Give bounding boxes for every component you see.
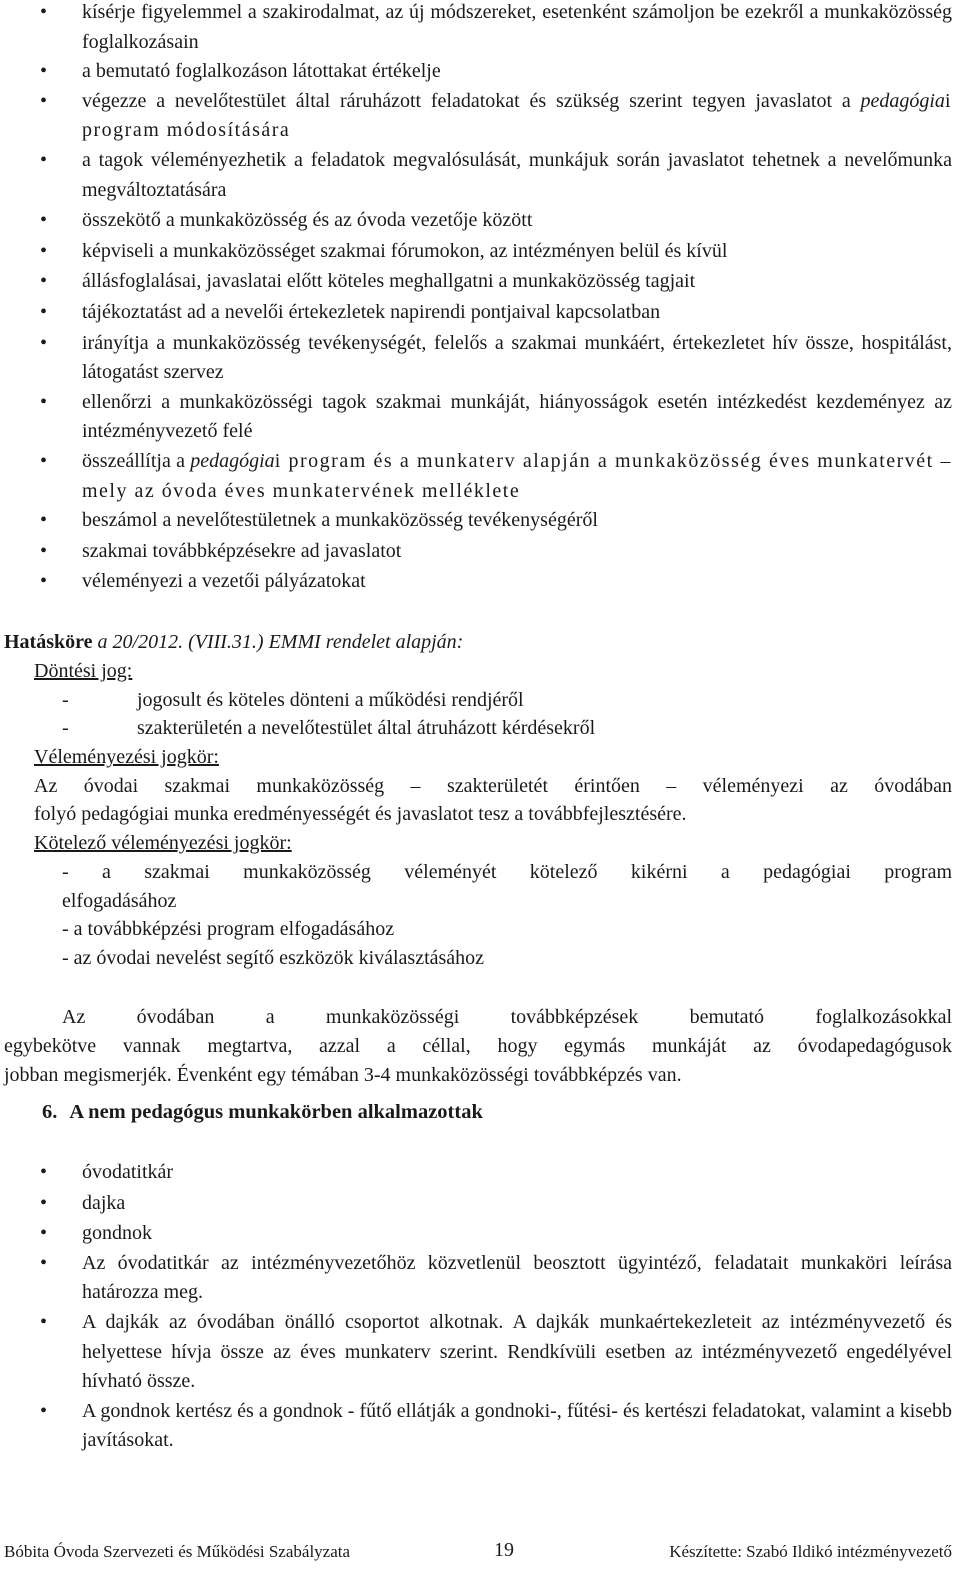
- footer-left: Bóbita Óvoda Szervezeti és Működési Szabályzata: [4, 1542, 351, 1561]
- page-number: 19: [494, 1539, 514, 1561]
- list-item: • összeállítja a pedagógiai program és a munkaterv alapján a munkaközösség éves munkatervét – mely az óvoda éves munkatervének melléklete: [0, 447, 960, 506]
- mandatory-opinion-item: - a továbbképzési program elfogadásához: [62, 918, 395, 940]
- list-item: • Az óvodatitkár az intézményvezetőhöz közvetlenül beosztott ügyintéző, feladatait munkaköri leírása határozza meg.: [0, 1249, 960, 1308]
- list-item: • irányítja a munkaközösség tevékenységét, felelős a szakmai munkáért, értekezletet hív össze, hospitálást, látogatást szervez: [0, 329, 960, 388]
- list-item: • beszámol a nevelőtestületnek a munkaközösség tevékenységéről: [0, 506, 960, 536]
- opinion-right-title: Véleményezési jogkör:: [34, 746, 219, 768]
- list-item: • a bemutató foglalkozáson látottakat értékelje: [0, 57, 960, 87]
- paragraph-line: egybekötve vannak megtartva, azzal a céllal, hogy egymás munkáját az óvodapedagógusok: [4, 1035, 952, 1057]
- list-item: • A dajkák az óvodában önálló csoportot alkotnak. A dajkák munkaértekezleteit az intézményvezető és helyettese hívja össze az éves munkaterv szerint. Rendkívüli esetben az intézményvezető engedélyével hívható össze.: [0, 1308, 960, 1397]
- mandatory-opinion-item: - az óvodai nevelést segítő eszközök kiválasztásához: [62, 947, 485, 969]
- list-item: • állásfoglalásai, javaslatai előtt köteles meghallgatni a munkaközösség tagjait: [0, 267, 960, 297]
- list-item: • dajka: [0, 1189, 960, 1219]
- list-item: • a tagok véleményezhetik a feladatok megvalósulását, munkájuk során javaslatot tehetnek a nevelőmunka megváltoztatására: [0, 146, 960, 205]
- list-item: • ellenőrzi a munkaközösségi tagok szakmai munkáját, hiányosságok esetén intézkedést kezdeményez az intézményvezető felé: [0, 388, 960, 447]
- decision-item: - jogosult és köteles dönteni a működési rendjéről: [62, 689, 524, 711]
- list-item: • összekötő a munkaközösség és az óvoda vezetője között: [0, 206, 960, 236]
- staff-list: [0, 1158, 960, 1456]
- mandatory-opinion-title: Kötelező véleményezési jogkör:: [34, 832, 292, 854]
- section-heading: 6. A nem pedagógus munkakörben alkalmazottak: [42, 1101, 483, 1123]
- list-item: • képviseli a munkaközösséget szakmai fórumokon, az intézményen belül és kívül: [0, 237, 960, 267]
- duties-list: [0, 0, 960, 597]
- mandatory-opinion-item: elfogadásához: [62, 890, 177, 912]
- decision-right-title: Döntési jog:: [34, 660, 133, 682]
- decision-item: - szakterületén a nevelőtestület által átruházott kérdésekről: [62, 717, 596, 739]
- list-item: • óvodatitkár: [0, 1158, 960, 1188]
- footer-right: Készítette: Szabó Ildikó intézményvezető: [669, 1542, 952, 1561]
- list-item: • gondnok: [0, 1219, 960, 1249]
- list-item: • véleményezi a vezetői pályázatokat: [0, 567, 960, 597]
- opinion-right-line: folyó pedagógiai munka eredményességét és javaslatot tesz a továbbfejlesztésére.: [34, 803, 687, 825]
- paragraph-line: Az óvodában a munkaközösségi továbbképzések bemutató foglalkozásokkal: [62, 1006, 952, 1028]
- opinion-right-line: Az óvodai szakmai munkaközösség – szakterületét érintően – véleményezi az óvodában: [34, 775, 952, 797]
- authority-heading: Hatásköre a 20/2012. (VIII.31.) EMMI rendelet alapján:: [4, 631, 464, 653]
- list-item: • szakmai továbbképzésekre ad javaslatot: [0, 537, 960, 567]
- list-item: • tájékoztatást ad a nevelői értekezletek napirendi pontjaival kapcsolatban: [0, 298, 960, 328]
- list-item: • kísérje figyelemmel a szakirodalmat, az új módszereket, esetenként számoljon be ezekről a munkaközösség foglalkozásain: [0, 0, 960, 57]
- paragraph-line: jobban megismerjék. Évenként egy témában 3-4 munkaközösségi továbbképzés van.: [4, 1064, 682, 1086]
- list-item: • végezze a nevelőtestület által ráruházott feladatokat és szükség szerint tegyen javaslatot a pedagógiai program módosítására: [0, 87, 960, 146]
- list-item: • A gondnok kertész és a gondnok - fűtő ellátják a gondnoki-, fűtési- és kertészi feladatokat, valamint a kisebb javításokat.: [0, 1397, 960, 1456]
- mandatory-opinion-item: - a szakmai munkaközösség véleményét kötelező kikérni a pedagógiai program: [62, 861, 952, 883]
